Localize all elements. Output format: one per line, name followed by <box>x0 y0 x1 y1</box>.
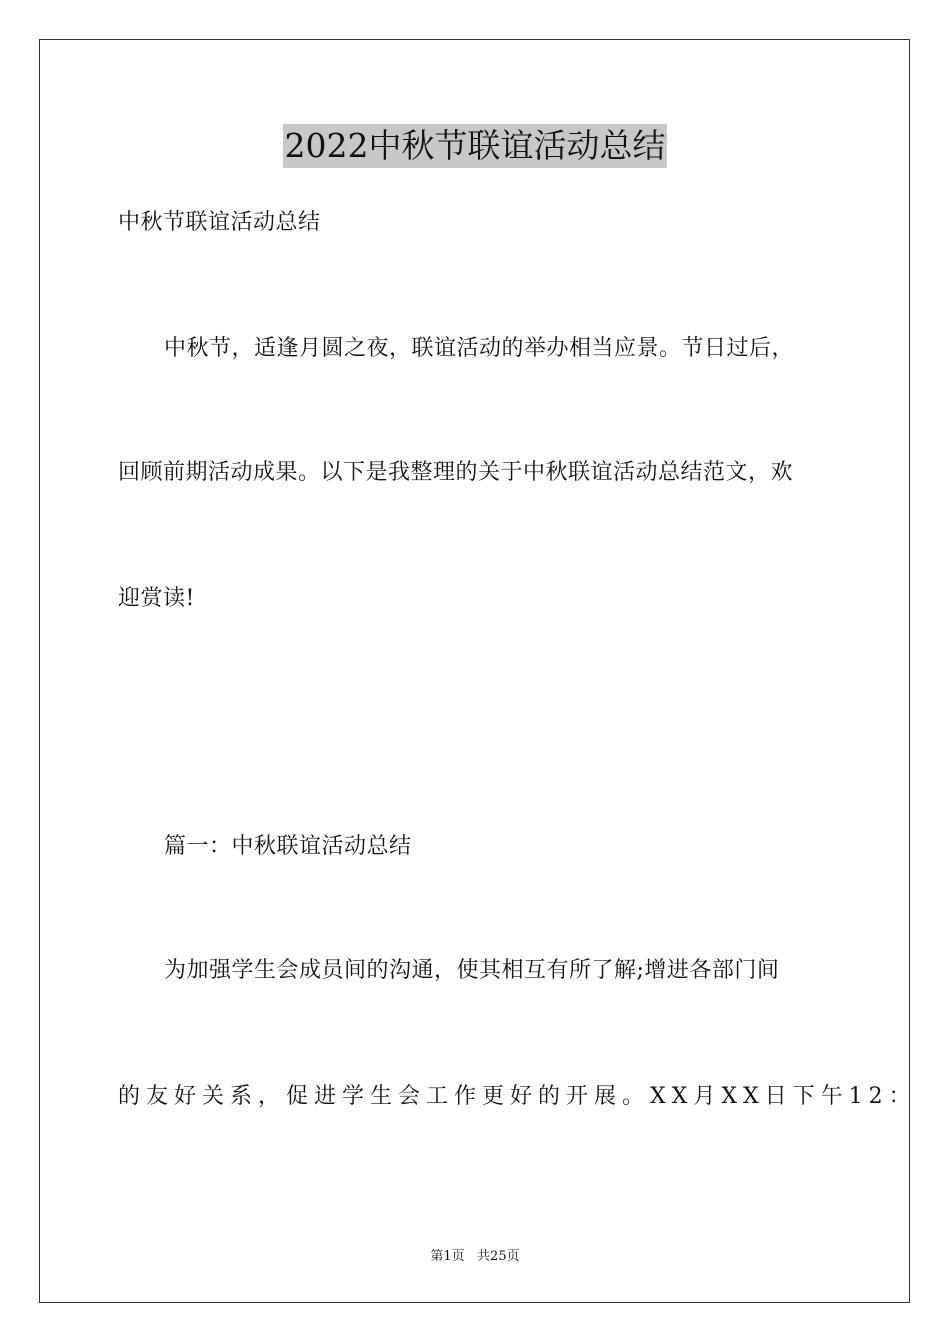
paragraph-line: 迎赏读! <box>118 586 195 611</box>
paragraph-line: 回顾前期活动成果。以下是我整理的关于中秋联谊活动总结范文，欢 <box>118 460 794 485</box>
subtitle-line: 中秋节联谊活动总结 <box>118 210 321 235</box>
page-footer: 第1页 共25页 <box>430 1249 520 1264</box>
paragraph-line: 中秋节，适逢月圆之夜，联谊活动的举办相当应景。节日过后， <box>164 336 795 361</box>
section-heading: 篇一：中秋联谊活动总结 <box>164 834 412 859</box>
document-title: 2022中秋节联谊活动总结 <box>283 124 668 168</box>
paragraph-line: 的友好关系，促进学生会工作更好的开展。XX月XX日下午12： <box>118 1084 917 1109</box>
paragraph-line: 为加强学生会成员间的沟通，使其相互有所了解;增进各部门间 <box>164 958 780 983</box>
title-container <box>0 124 950 168</box>
